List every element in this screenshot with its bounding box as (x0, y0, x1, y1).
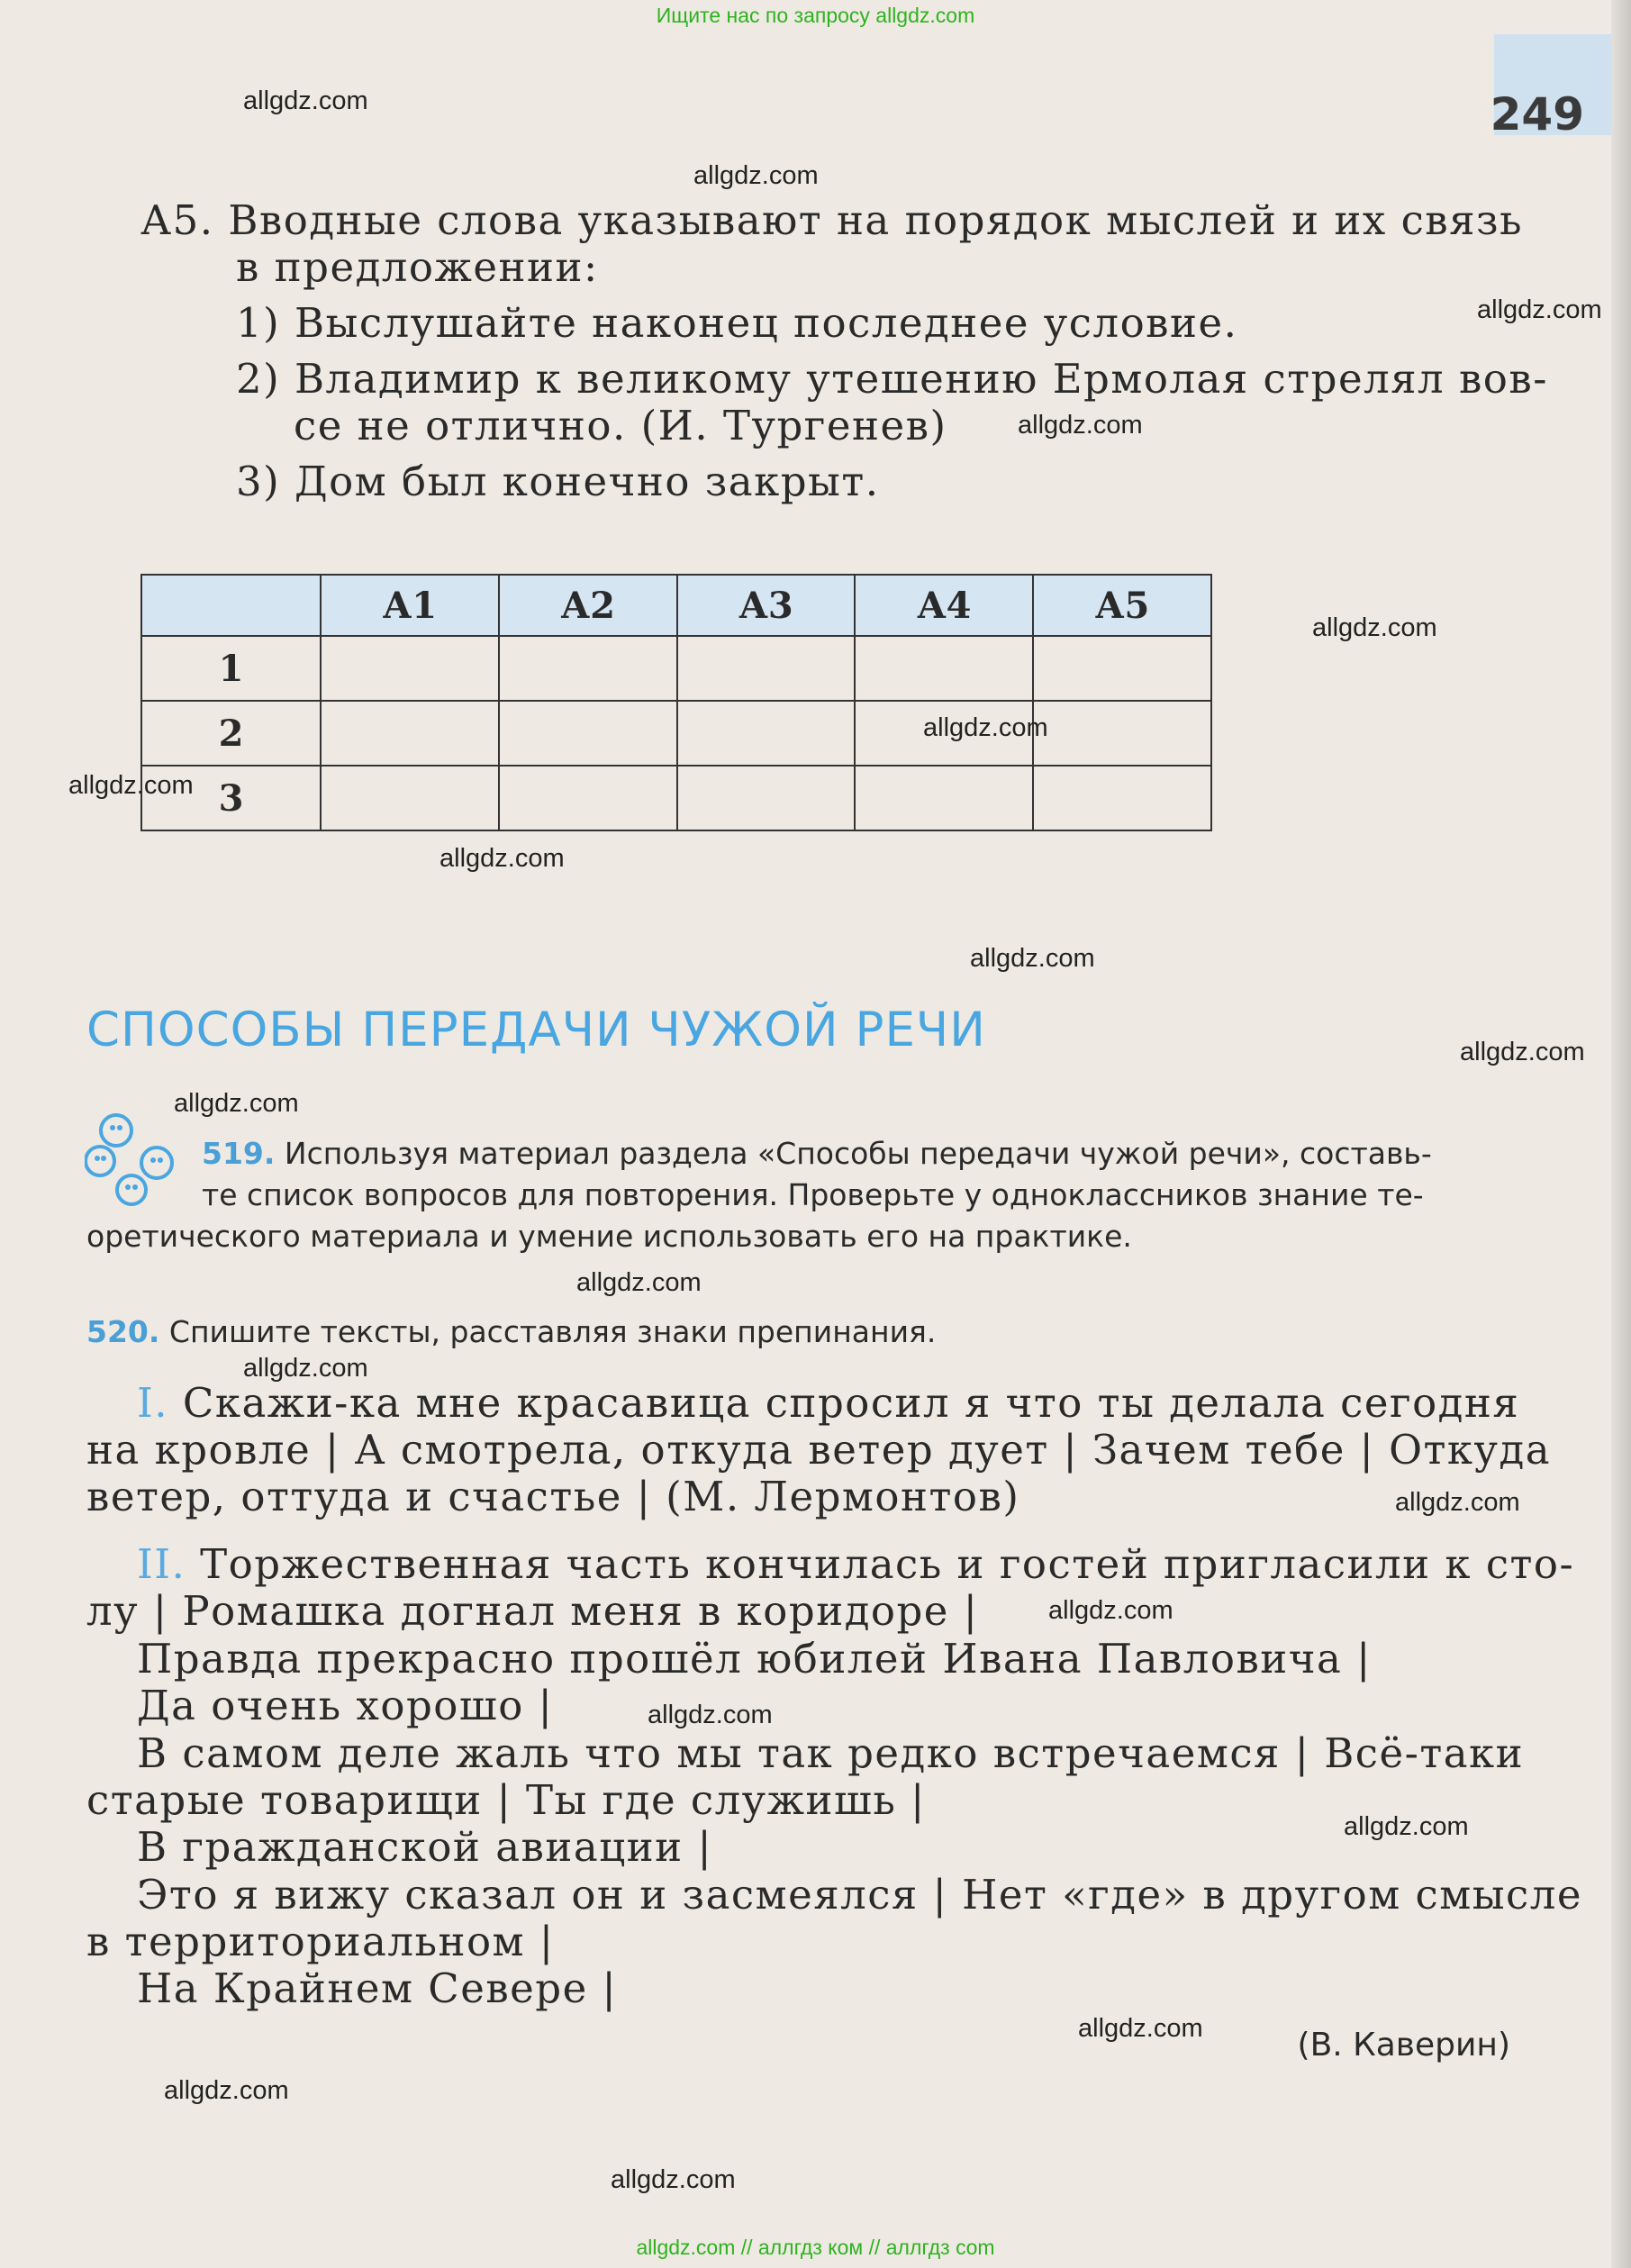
table-header-cell: А2 (499, 575, 677, 636)
watermark[interactable]: allgdz.com (1477, 295, 1602, 324)
table-row (141, 636, 1211, 701)
table-header-cell: А4 (855, 575, 1033, 636)
watermark[interactable]: allgdz.com (1344, 1812, 1469, 1841)
task-519-line (202, 1136, 1432, 1171)
table-header-row (141, 575, 1211, 636)
table-cell[interactable] (855, 766, 1033, 830)
text-2-line (137, 1540, 1575, 1588)
page-edge (1611, 0, 1631, 2268)
watermark[interactable]: allgdz.com (923, 713, 1048, 742)
table-cell[interactable] (499, 766, 677, 830)
text-2-line: Да очень хорошо | (137, 1682, 554, 1729)
line-text: Торжественная часть кончилась и гостей пригласили к сто- (200, 1540, 1575, 1588)
table-cell[interactable] (677, 766, 856, 830)
row-label: 3 (141, 766, 321, 830)
a5-line: 1) Выслушайте наконец последнее условие. (236, 299, 1238, 347)
a5-line: се не отлично. (И. Тургенев) (294, 402, 947, 449)
table-cell[interactable] (321, 701, 499, 766)
page-number: 249 (1490, 88, 1584, 141)
watermark[interactable]: allgdz.com (68, 771, 194, 800)
watermark[interactable]: allgdz.com (1395, 1488, 1520, 1517)
author-attribution: (В. Каверин) (1297, 2027, 1510, 2064)
text-1-line: ветер, оттуда и счастье | (М. Лермонтов) (86, 1473, 1020, 1520)
roman-numeral: II. (137, 1540, 186, 1588)
text-2-line: Это я вижу сказал он и засмеялся | Нет «где» в другом смысле (137, 1871, 1582, 1919)
table-header-cell: А5 (1033, 575, 1211, 636)
task-number: 520. (86, 1314, 160, 1349)
table-cell[interactable] (1033, 766, 1211, 830)
watermark[interactable]: allgdz.com (439, 844, 565, 873)
table-cell[interactable] (677, 636, 856, 701)
text-2-line: в территориальном | (86, 1918, 555, 1965)
watermark[interactable]: allgdz.com (174, 1089, 299, 1118)
table-cell[interactable] (1033, 636, 1211, 701)
section-title: СПОСОБЫ ПЕРЕДАЧИ ЧУЖОЙ РЕЧИ (86, 1002, 986, 1057)
a5-line: 2) Владимир к великому утешению Ермолая стрелял вов- (236, 355, 1548, 403)
table-header-cell: А3 (677, 575, 856, 636)
watermark[interactable]: allgdz.com (1460, 1038, 1585, 1066)
text-2-line: старые товарищи | Ты где служишь | (86, 1776, 926, 1824)
table-row (141, 766, 1211, 830)
text-2-line: лу | Ромашка догнал меня в коридоре | (86, 1587, 979, 1635)
table-cell[interactable] (677, 701, 856, 766)
task-text: Используя материал раздела «Способы передачи чужой речи», составь- (284, 1136, 1432, 1171)
table-cell[interactable] (321, 766, 499, 830)
text-2-line: В самом деле жаль что мы так редко встречаемся | Всё-таки (137, 1729, 1525, 1777)
answer-table (140, 574, 1212, 831)
task-text: Спишите тексты, расставляя знаки препинания. (168, 1314, 937, 1349)
task-519-line: оретического материала и умение использовать его на практике. (86, 1219, 1132, 1254)
watermark[interactable]: allgdz.com (970, 944, 1095, 973)
watermark[interactable]: allgdz.com (1018, 411, 1143, 440)
text-2-line: Правда прекрасно прошёл юбилей Ивана Павловича | (137, 1635, 1372, 1683)
row-label: 1 (141, 636, 321, 701)
table-cell[interactable] (855, 636, 1033, 701)
text-1-line (137, 1379, 1520, 1427)
watermark[interactable]: allgdz.com (611, 2165, 736, 2194)
watermark[interactable]: allgdz.com (1078, 2014, 1203, 2043)
table-cell[interactable] (321, 636, 499, 701)
top-banner[interactable]: Ищите нас по запросу allgdz.com (656, 4, 975, 27)
task-520-line (86, 1314, 937, 1349)
watermark[interactable]: allgdz.com (243, 1354, 368, 1383)
roman-numeral: I. (137, 1379, 169, 1427)
a5-line: 3) Дом был конечно закрыт. (236, 458, 880, 505)
watermark[interactable]: allgdz.com (576, 1268, 702, 1297)
table-cell[interactable] (499, 701, 677, 766)
a5-line: в предложении: (236, 243, 599, 291)
watermark[interactable]: allgdz.com (1048, 1596, 1173, 1625)
table-row (141, 701, 1211, 766)
table-cell[interactable] (499, 636, 677, 701)
text-2-line: На Крайнем Севере | (137, 1964, 618, 2012)
table-header-cell: А1 (321, 575, 499, 636)
text-2-line: В гражданской авиации | (137, 1823, 713, 1871)
table-header-cell (141, 575, 321, 636)
a5-line: А5. Вводные слова указывают на порядок мыслей и их связь (140, 196, 1524, 244)
text-1-line: на кровле | А смотрела, откуда ветер дует | Зачем тебе | Откуда (86, 1426, 1552, 1474)
group-work-icon (85, 1111, 186, 1208)
watermark[interactable]: allgdz.com (164, 2076, 289, 2105)
watermark[interactable]: allgdz.com (648, 1701, 773, 1729)
table-cell[interactable] (1033, 701, 1211, 766)
watermark[interactable]: allgdz.com (693, 161, 819, 190)
bottom-banner[interactable]: allgdz.com // аллгдз ком // аллгдз com (636, 2236, 995, 2259)
watermark[interactable]: allgdz.com (243, 86, 368, 115)
line-text: Скажи-ка мне красавица спросил я что ты делала сегодня (182, 1379, 1520, 1427)
watermark[interactable]: allgdz.com (1312, 613, 1437, 642)
row-label: 2 (141, 701, 321, 766)
task-519-line: те список вопросов для повторения. Проверьте у одноклассников знание те- (202, 1177, 1424, 1212)
task-number: 519. (202, 1136, 276, 1171)
